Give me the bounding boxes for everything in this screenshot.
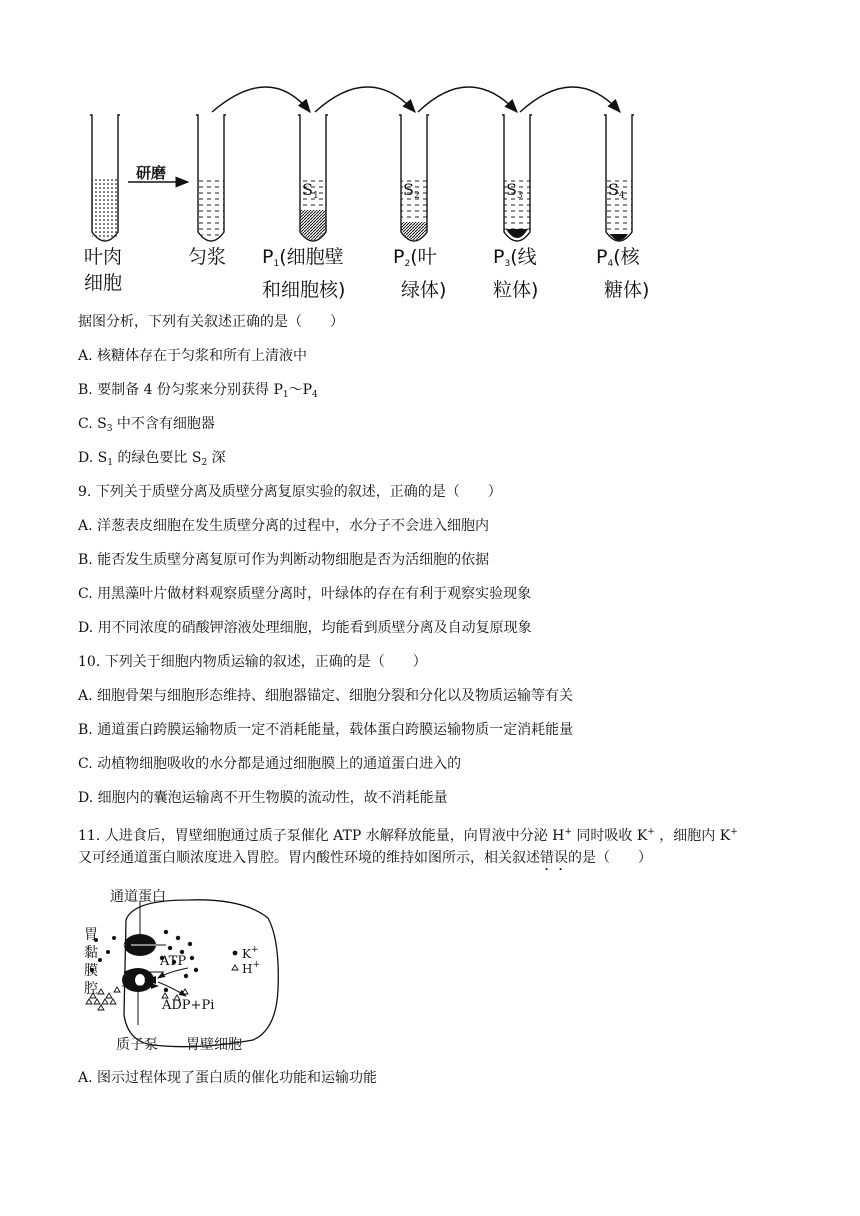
caption-homogenate: 匀浆	[188, 246, 227, 268]
supernatant-label-s1: $S_1$	[302, 180, 319, 201]
q8-stem: 据图分析，下列有关叙述正确的是（ ）	[78, 314, 344, 330]
q11-stem-line2: 又可经通道蛋白顺浓度进入胃腔。胃内酸性环境的维持如图所示，相关叙述错误的是（ ）	[78, 850, 652, 866]
q9-option-b: B. 能否发生质壁分离复原可作为判断动物细胞是否为活细胞的依据	[78, 552, 490, 568]
atp-label: ATP	[160, 954, 187, 969]
q9-option-c: C. 用黑藻叶片做材料观察质壁分离时，叶绿体的存在有利于观察实验现象	[78, 586, 532, 602]
q10-stem: 10. 下列关于细胞内物质运输的叙述，正确的是（ ）	[78, 654, 427, 670]
q9-stem: 9. 下列关于质壁分离及质壁分离复原实验的叙述，正确的是（ ）	[78, 484, 502, 500]
test-tube-p4	[604, 115, 634, 241]
test-tube-homogenate	[196, 115, 226, 241]
legend-h-label: H+	[242, 960, 261, 976]
q8-option-d: D. $S_1$ 的绿色要比 $S_2$ 深	[78, 450, 226, 468]
q11-stem-line1: 11. 人进食后，胃壁细胞通过质子泵催化 ATP 水解释放能量，向胃液中分泌 H+ 同时吸收 K+ ，细胞内 K+	[78, 827, 738, 844]
q8-option-c: C. $S_3$ 中不含有细胞器	[78, 416, 215, 434]
q8-option-a: A. 核糖体存在于匀浆和所有上清液中	[78, 348, 308, 364]
channel-protein-label: 通道蛋白	[110, 889, 166, 905]
q11-option-a: A. 图示过程体现了蛋白质的催化功能和运输功能	[78, 1070, 378, 1086]
gastric-lumen-label: 胃 黏 膜 腔	[84, 927, 98, 997]
caption-p3: $P_3$(线 粒体)	[493, 246, 539, 301]
parietal-cell-figure	[78, 880, 298, 1060]
adp-label: ADP+Pi	[162, 998, 215, 1013]
legend-k-dot	[233, 951, 238, 956]
parietal-cell-label: 胃壁细胞	[186, 1037, 242, 1053]
caption-mesophyll: 叶肉 细胞	[84, 246, 123, 294]
caption-p4: $P_4$(核 糖体)	[596, 246, 650, 301]
q10-option-d: D. 细胞内的囊泡运输离不开生物膜的流动性，故不消耗能量	[78, 790, 448, 806]
caption-p1: $P_1$(细胞壁 和细胞核)	[262, 246, 346, 301]
proton-pump-label: 质子泵	[116, 1037, 158, 1053]
q8-option-b: B. 要制备 4 份匀浆来分别获得 $P_1\sim P_4$	[78, 382, 318, 400]
caption-p2: $P_2$(叶 绿体)	[393, 246, 447, 301]
q10-option-a: A. 细胞骨架与细胞形态维持、细胞器锚定、细胞分裂和分化以及物质运输等有关	[78, 688, 574, 704]
q10-option-b: B. 通道蛋白跨膜运输物质一定不消耗能量，载体蛋白跨膜运输物质一定消耗能量	[78, 722, 574, 738]
grind-label: 研磨	[136, 164, 167, 182]
supernatant-label-s3: $S_3$	[506, 180, 523, 201]
transfer-arrows	[212, 87, 620, 112]
proton-pump-shape	[122, 968, 164, 992]
legend-k-label: K+	[242, 945, 259, 961]
q10-option-c: C. 动植物细胞吸收的水分都是通过细胞膜上的通道蛋白进入的	[78, 756, 462, 772]
q9-option-d: D. 用不同浓度的硝酸钾溶液处理细胞，均能看到质壁分离及自动复原现象	[78, 620, 532, 636]
channel-protein-shape	[124, 934, 166, 956]
test-tube-mesophyll	[90, 115, 120, 241]
supernatant-label-s4: $S_4$	[608, 180, 625, 201]
test-tube-p1	[298, 115, 328, 241]
legend-h-triangle	[232, 965, 238, 970]
q9-option-a: A. 洋葱表皮细胞在发生质壁分离的过程中，水分子不会进入细胞内	[78, 518, 490, 534]
test-tube-p3	[502, 115, 532, 241]
test-tube-p2	[399, 115, 429, 241]
centrifugation-figure	[70, 82, 670, 297]
supernatant-label-s2: $S_2$	[403, 180, 420, 201]
